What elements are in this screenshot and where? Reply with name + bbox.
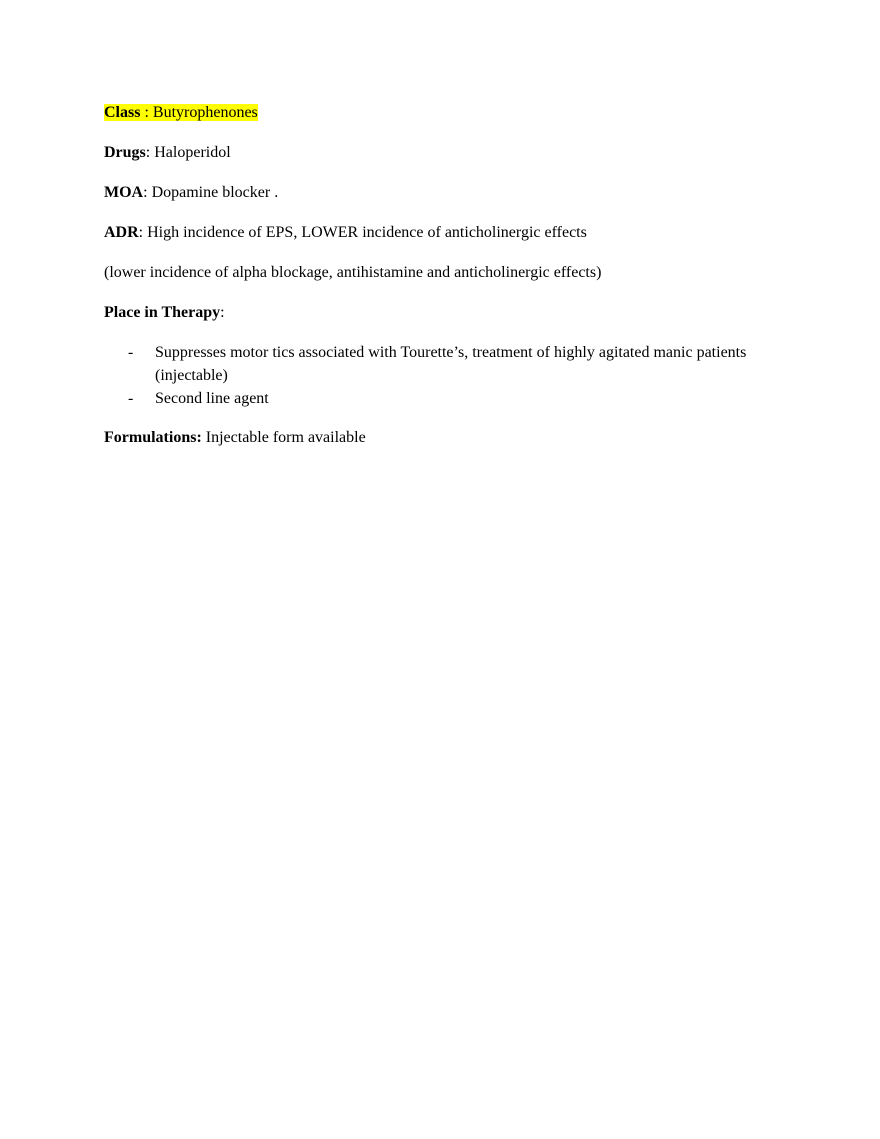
dash-bullet: - xyxy=(128,344,134,361)
class-label: Class xyxy=(104,104,141,121)
therapy-heading xyxy=(104,301,784,325)
formulations-label: Formulations: xyxy=(104,429,202,446)
list-item-text: Second line agent xyxy=(155,390,269,407)
class-line xyxy=(104,101,784,125)
moa-value: Dopamine blocker . xyxy=(151,184,279,201)
drugs-value: Haloperidol xyxy=(154,144,231,161)
class-highlight xyxy=(104,104,258,121)
drugs-label: Drugs xyxy=(104,144,146,161)
therapy-list xyxy=(104,341,784,410)
moa-label: MOA xyxy=(104,184,144,201)
formulations-value: Injectable form available xyxy=(205,429,366,446)
therapy-sep: : xyxy=(220,304,225,321)
document-page xyxy=(104,101,784,466)
moa-line xyxy=(104,181,784,205)
class-value: Butyrophenones xyxy=(152,104,258,121)
adr-label: ADR xyxy=(104,224,139,241)
formulations-line xyxy=(104,426,784,450)
list-item xyxy=(104,387,795,410)
adr-note: (lower incidence of alpha blockage, antihistamine and anticholinergic effects) xyxy=(104,264,602,281)
drugs-line xyxy=(104,141,784,165)
class-sep: : xyxy=(140,104,153,121)
list-item xyxy=(104,341,795,387)
adr-sep: : xyxy=(138,224,148,241)
drugs-sep: : xyxy=(145,144,155,161)
dash-bullet: - xyxy=(128,390,134,407)
adr-line xyxy=(104,221,784,245)
list-item-text: Suppresses motor tics associated with Tourette’s, treatment of highly agitated manic patients (injectable) xyxy=(155,344,747,384)
adr-value: High incidence of EPS, LOWER incidence of anticholinergic effects xyxy=(147,224,587,241)
therapy-label: Place in Therapy xyxy=(104,304,221,321)
moa-sep: : xyxy=(143,184,152,201)
